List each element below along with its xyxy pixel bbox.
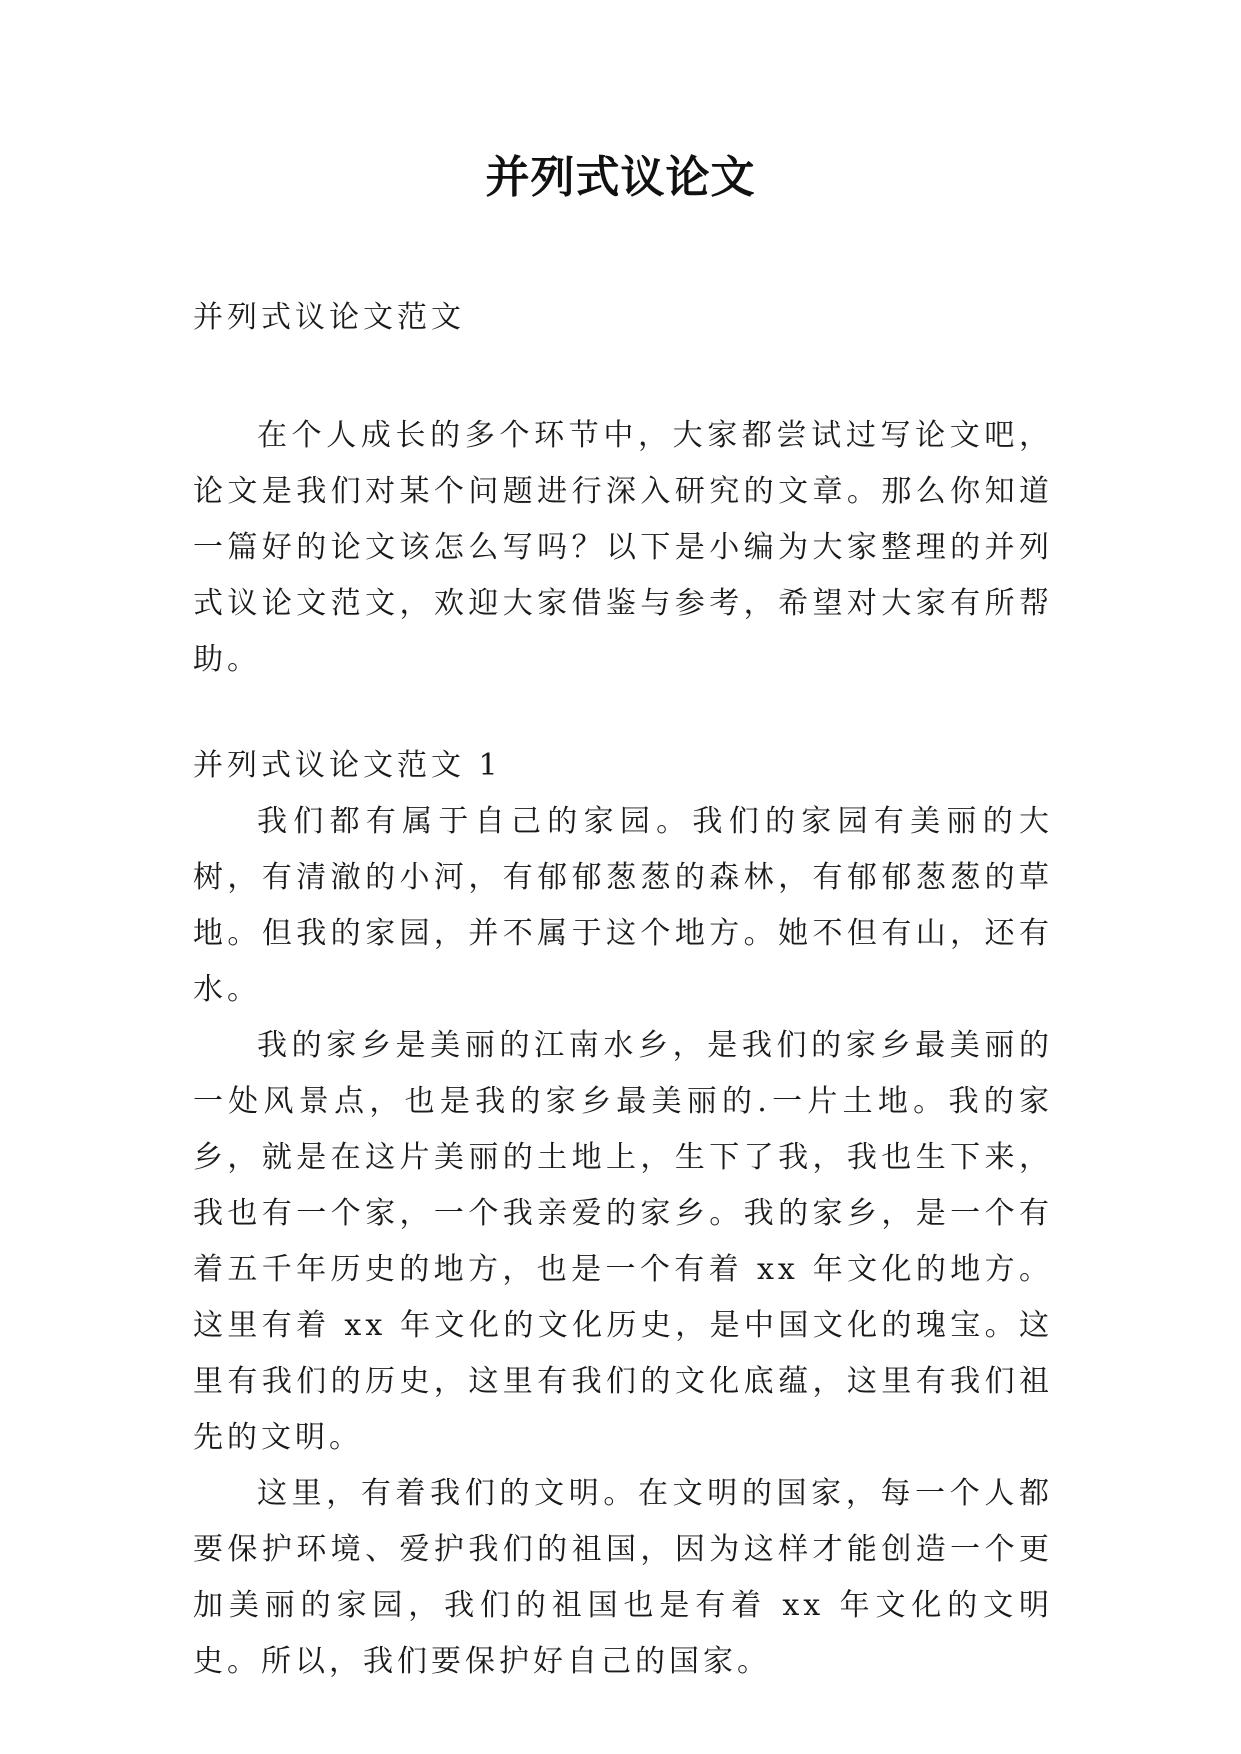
section-heading: 并列式议论文范文 1 — [193, 748, 502, 783]
body-paragraph: 我的家乡是美丽的江南水乡，是我们的家乡最美丽的一处风景点，也是我的家乡最美丽的.一片土地。我的家乡，就是在这片美丽的土地上，生下了我，我也生下来，我也有一个家，一个我亲爱的家乡。我的家乡，是一个有着五千年历史的地方，也是一个有着 xx 年文化的地方。这里有着 xx 年文化的文化历史，是中国文化的瑰宝。这里有我们的历史，这里有我们的文化底蕴，这里有我们祖先的文明。 — [193, 1028, 1053, 1455]
document-title: 并列式议论文 — [485, 152, 756, 203]
body-paragraph: 我们都有属于自己的家园。我们的家园有美丽的大树，有清澈的小河，有郁郁葱葱的森林，有郁郁葱葱的草地。但我的家园，并不属于这个地方。她不但有山，还有水。 — [193, 804, 1053, 1007]
document-body — [193, 290, 1053, 1690]
body-paragraph: 这里，有着我们的文明。在文明的国家，每一个人都要保护环境、爱护我们的祖国，因为这样才能创造一个更加美丽的家园，我们的祖国也是有着 xx 年文化的文明史。所以，我们要保护好自己的国家。 — [193, 1476, 1053, 1679]
document-subtitle: 并列式议论文范文 — [193, 300, 465, 335]
intro-paragraph: 在个人成长的多个环节中，大家都尝试过写论文吧，论文是我们对某个问题进行深入研究的文章。那么你知道一篇好的论文该怎么写吗？以下是小编为大家整理的并列式议论文范文，欢迎大家借鉴与参考，希望对大家有所帮助。 — [193, 418, 1053, 677]
